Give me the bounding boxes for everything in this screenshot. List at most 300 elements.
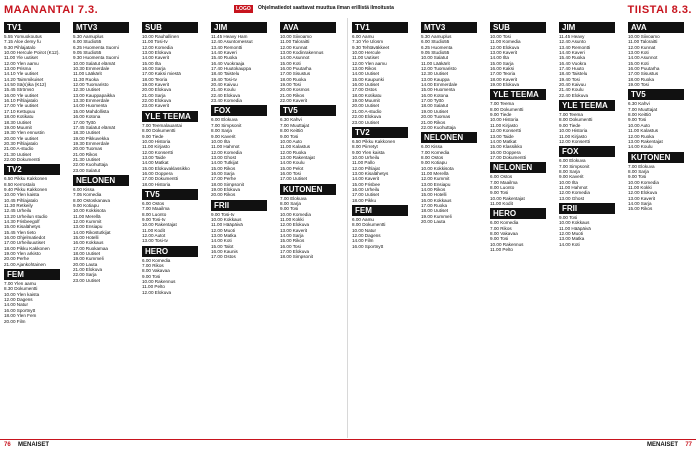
program-listing: 10.00 Ylen kaista [4,192,40,198]
program-listing: 6.00 Elokuva [211,117,238,123]
program-listing: 14.00 Emmerdale [421,82,458,88]
program-listing: 10.00 Rakentajat [142,222,177,228]
program-listing: 15.00 Rikos [211,165,236,171]
channel-heading: FRII [211,200,267,211]
program-listing: 23.00 Uutiset [73,277,101,283]
program-listing: 15.00 Huomenta [421,87,455,93]
program-listing: 17.00 Perhe [211,176,237,182]
program-listing: 9.00 Tiede [559,122,581,128]
program-listing: 22.00 Elokuva [352,114,382,120]
channel-heading: TV1 [4,22,60,33]
program-listing: 17.00 Uutiset [352,192,380,198]
program-listing: 16.40 Vuokraaja [211,60,245,66]
program-listing: 10.30 Emmerdale [73,66,110,72]
program-listing: 12.00 Konsertti [559,138,590,144]
program-listing: 14.00 Ilta [490,55,509,61]
program-listing: 12.00 Elokuva [490,44,520,50]
program-listing: 10.45 Pihlajatalo [4,197,38,203]
program-listing: 9.00 Ylen kaista [352,149,385,155]
program-listing: 8.00 Dokumentti [142,128,176,134]
program-listing: 18.00 Kaverit [490,76,518,82]
program-listing: 17.00 Dokumentti [142,176,179,182]
program-listing: 7.00 Maailma [490,179,518,185]
program-listing: 14.00 Asunnot [628,55,658,61]
listing-column [490,20,546,440]
program-listing: 19.00 Kaverit [142,82,170,88]
program-listing: 13.20 Urheilun studio [4,213,48,219]
program-listing: 7.00 Elokuva [628,163,655,169]
left-page-number: 76 [4,442,11,448]
program-listing: 9.00 Tosi [490,190,509,196]
program-listing: 10.00 Auto [628,122,650,128]
program-listing: 17.00 Uutiset [280,176,308,182]
program-listing: 20.40 Kaivuu [559,82,586,88]
program-listing: 13.00 Kaverit [628,195,656,201]
header [0,0,696,20]
program-listing: 17.00 Ostos [352,87,377,93]
program-listing: 9.00 Tosi [628,117,647,123]
listing-column [628,20,684,440]
program-listing: 7.00 Teema [490,101,514,107]
right-publication-name: MENAISET [646,442,678,448]
program-listing: 8.00 Sarja [280,200,301,206]
channel-heading: YLE TEEMA [142,111,198,122]
program-listing: 20.00 Lauta [73,261,98,267]
program-listing: 18.00 Uutiset [73,251,101,257]
program-listing: 10.00 Rauhallinen [142,34,180,39]
program-listing: 9.00 Tosi [628,174,647,180]
program-listing: 12.00 Tuomaristo [73,82,109,88]
program-listing: 16.00 Kokkaus [421,197,452,203]
program-listing: 18.00 Pikku Kakkonen [4,245,50,251]
channel-heading: FEM [352,205,408,216]
program-listing: 21.30 Uutiset [4,151,32,157]
program-listing: 9.00 Tiede [490,112,512,118]
program-listing: 6.25 Huomenta [421,44,453,50]
channel-heading: HERO [490,208,546,219]
program-listing: 13.00 Rakentajat [628,138,663,144]
program-listing: 18.00 Simpsonit [280,254,313,260]
program-listing: 18.30 Uutiset [73,130,101,136]
program-listing: 10.00 Komedia [280,211,311,217]
program-listing: 21.00 Rikos [280,92,305,98]
program-listing: 10.00 Siivoamo [280,34,312,39]
program-listing: 20.00 Rikos [211,192,236,198]
program-listing: 14.00 Koti [211,238,232,244]
program-listing: 13.00 Kauppa [421,76,450,82]
program-listing: 14.00 Matkat [142,160,169,166]
program-listing: 12.45 Urheilu [4,208,32,214]
program-listing: 7.15 Aloe demy fu [4,39,41,45]
program-listing: 6.00 Ostos [490,174,513,180]
program-listing: 15.00 Hotelli [421,192,447,198]
program-listing: 18.00 Ylen Fem [4,313,37,319]
program-listing: 14.00 Sarja [628,200,652,206]
program-listing: 6.00 Kissa [73,186,95,192]
program-listing: 10.00 Historia [559,128,588,134]
program-listing: 12.40 Asunto [559,39,586,45]
program-listing: 14.00 Koulu [280,160,305,166]
listing-column [73,20,129,440]
channel-heading: HERO [142,246,198,257]
program-listing: 17.00 Elokuva [280,249,310,255]
program-listing: 21.00 Rikos [73,151,98,157]
program-listing: 8.30 Dokumentti [4,286,38,292]
program-listing: 18.00 Ruoka [280,76,307,82]
program-listing: 16.00 Kokkaus [73,240,104,246]
program-listing: 7.05 Komedia [73,192,102,198]
program-listing: 14.00 Huomenta [73,103,107,109]
program-listing: 15.00 Rikos [628,206,653,212]
listing-column [4,20,60,440]
program-listing: 19.00 Tosi [628,82,649,88]
program-listing: 9.05 Studio55 [73,50,102,56]
program-listing: 11.00 Kalastus [628,128,659,134]
channel-heading: TV2 [352,127,408,138]
program-listing: 13.00 Ensiapu [73,224,103,230]
program-listing: 16.00 Kaunis [211,249,238,255]
program-listing: 17.00 Ruoka [421,202,448,208]
program-listing: 18.00 Simpsonit [211,181,244,187]
program-listing: 18.00 Pikku [352,197,377,203]
program-listing: 11.00 Pelto [142,284,165,290]
program-listing: 16.00 Ohjelmatiedot [4,235,46,241]
channel-heading: SUB [490,22,546,33]
program-listing: 12.00 Autot [142,233,166,238]
right-day-heading: TIISTAI 8.3. [627,4,692,16]
program-listing: 18.00 Kotikatu [352,92,382,98]
page-divider [347,18,348,438]
program-listing: 6.30 Kahvi [628,101,650,107]
program-listing: 7.00 Simpsonit [559,163,590,169]
program-listing: 9.00 Tosi [280,133,299,139]
program-listing: 19.00 Ylen arkisto [4,251,41,257]
program-listing: 20.00 Uutiset [352,103,380,109]
channel-heading: FOX [211,105,267,116]
program-listing: 11.00 Hääpäivä [559,225,591,231]
left-day-heading: MAANANTAI 7.3. [4,4,99,16]
program-listing: 9.00 Tiede [142,133,164,139]
channel-heading: TV5 [628,89,684,100]
program-listing: 12.30 Uutiset [421,71,449,77]
program-listing: 20.40 Kaivuu [211,82,238,88]
program-listing: 7.00 Maailma [142,206,170,212]
program-listing: 10.00 Historia [490,117,519,123]
channel-heading: AVA [280,22,336,33]
program-listing: 13.30 Emmerdale [73,98,110,104]
program-listing: 12.00 Muoti [559,230,584,236]
left-publication-name: MENAISET [18,442,50,448]
program-listing: 12.30 Uutiset [73,87,101,93]
program-listing: 7.00 Ylen aamu [4,281,37,287]
program-listing: 15.00 Ilta [142,60,161,66]
program-listing: 8.00 Dokumentti [490,106,524,112]
program-listing: 20.00 Perhe [4,256,30,262]
program-listing: 12.00 Dagens [4,297,33,303]
program-listing: 22.00 Kaverit [280,98,308,104]
program-listing: 12.00 Kummit [73,219,102,224]
program-listing: 11.00 Hääpäivä [211,222,243,228]
program-listing: 11.00 Kirjasto [490,122,518,128]
program-listing: 6.00 Elokuva [559,158,586,164]
program-listing: 13.00 Kodinrakennus [280,50,324,56]
program-listing: 15.00 Kisalähetys [4,224,41,230]
program-listing: 12.00 Kummit [421,176,450,182]
program-listing: 10.00 Natur [352,227,377,233]
right-page-number: 77 [685,442,692,448]
channel-heading: SUB [142,22,198,33]
program-listing: 20.00 Elokuva [142,87,172,93]
program-listing: 18.40 Taistelu [559,71,588,77]
program-listing: 12.00 Komedia [559,190,590,196]
program-listing: 5.55 Yomuokoutus [4,34,42,39]
channel-heading: KUTONEN [628,152,684,163]
program-listing: 9.00 Tosi [559,214,578,220]
program-listing: 15.00 Pelot [280,165,304,171]
program-listing: 19.00 Uutiset [421,108,449,114]
program-listing: 14.00 Rikos [421,186,446,192]
program-listing: 17.00 Tyttö [421,98,444,104]
program-listing: 10.00 Salatut elämät [73,60,116,66]
program-listing: 8.00 Keittiö [628,112,651,118]
program-listing: 21.00 Elokuva [73,267,103,273]
program-listing: 11.00 Lääkärit [421,60,450,66]
program-listing: 18.00 Uutiset [421,208,449,214]
program-listing: 23.00 Uutiset [352,119,380,125]
program-listing: 16.00 Sportnytt [352,243,384,249]
program-listing: 6.00 Studio55 [73,39,102,45]
program-listing: 12.00 Kunnat [280,44,308,50]
program-listing: 9.30 Tehtäväkkeet [352,44,390,50]
program-listing: 11.00 Pelto [490,247,513,252]
program-listing: 19.40 Tosi-tv [211,76,237,82]
program-listing: 14.00 Asunnot [280,55,310,61]
program-listing: 11.30 Retkeily [4,202,33,208]
program-listing: 12.00 Ruoka [280,149,307,155]
program-listing: 12.00 Komedia [142,44,173,50]
program-listing: 22.00 Kuohuttaja [73,162,108,168]
program-listing: 5.30 Aamuplus [73,34,104,39]
program-listing: 13.00 Prisma [4,66,32,72]
program-listing: 15.45 Ylen tieto [4,229,36,235]
program-listing: 16.00 Urheilu [352,186,380,192]
program-listing: 8.00 Vakavaa [142,268,170,274]
program-listing: 9.00 Kotiapu [73,202,99,208]
program-listing: 13.00 Elokuva [142,50,172,56]
listing-column [421,20,477,440]
channel-heading: FOX [559,146,615,157]
program-listing: 6.00 Komedia [142,257,171,263]
program-listing: 9.00 Tosi [490,236,509,242]
program-listing: 18.00 Kotikatu [4,114,34,120]
program-listing: 20.00 Yle uutiset [4,135,39,141]
channel-heading: JIM [211,22,267,33]
program-listing: 11.00 Kokki [628,184,652,190]
program-listing: 12.00 Tuomaristo [421,66,457,72]
program-listing: 11.45 Heavy [559,34,585,39]
program-listing: 13.40 Remontti [559,44,591,50]
program-listing: 7.00 Simpsonit [211,122,242,128]
program-listing: 10.00 Salatut [421,55,449,61]
program-listing: 13.00 Ghost [559,195,585,201]
program-listing: 10.00 Komedia [628,179,659,185]
program-listing: 13.00 Matka [211,233,237,238]
program-listing: 14.30 Frisbeegolf [4,219,40,224]
program-listing: 6.00 Studio55 [421,39,450,45]
program-listing: 16.00 Tosi [280,170,301,176]
program-listing: 10.00 Ilta [211,138,230,144]
program-listing: 19.00 Kummeli [73,256,104,262]
program-listing: 11.00 Kodit [142,227,165,233]
program-listing: 15.00 Koti [628,60,649,66]
program-listing: 14.20 Taimmikuiset [4,76,44,82]
program-listing: 8.00 Vakavaa [490,230,518,236]
program-listing: 18.00 Historia [142,181,171,187]
program-listing: 11.00 Kodit [490,200,513,206]
program-listing: 22.00 Elokuva [142,98,172,104]
channel-heading: JIM [559,22,615,33]
program-listing: 12.00 Elokuva [628,190,658,196]
program-listing: 12.00 Elokuva [142,289,172,295]
program-listing: 19.30 Emmerdale [73,140,110,146]
program-listing: 13.00 Taide [490,133,514,139]
program-listing: 21.30 Uutiset [73,156,101,162]
program-listing: 9.00 Kotiapu [421,160,447,166]
program-listing: 10.00 Auto [280,138,302,144]
program-listing: 9.00 Tosi-tv [211,211,235,217]
program-listing: 9.00 Tosi [142,273,161,279]
program-listing: 16.00 Sportnytt [4,307,36,313]
program-listing: 7.10 Yle Ulosm [352,39,384,45]
program-listing: 20.00 Film [4,318,26,324]
program-listing: 13.00 Rakentajat [280,154,315,160]
program-listing: 20.00 Lauta [421,219,446,224]
program-listing: 13.00 Koti [628,50,649,56]
footer [0,439,696,450]
program-listing: 17.00 Dokumentti [490,154,527,160]
program-listing: 19.00 Elokuva [211,186,241,192]
program-listing: 8.00 Dokumentti [352,222,386,228]
program-listing: 19.00 Kummeli [421,213,452,219]
program-listing: 13.00 Taide [142,154,166,160]
program-listing: 15.00 Kaupunki [352,76,384,82]
program-listing: 12.00 Muoti [211,227,236,233]
program-listing: 7.00 Elokuva [280,195,307,201]
program-listing: 11.00 Komedia [490,39,521,45]
logo: LOGO [236,6,251,12]
program-listing: 12.00 Pihlajat [352,165,380,171]
program-listing: 9.05 Studio55 [421,50,450,56]
program-listing: 17.45 Salatut elämät [73,124,116,130]
program-listing: 21.40 Koulu [211,87,236,93]
program-listing: 23.00 Kaverit [142,103,170,109]
program-listing: 6.00 Ostos [142,200,165,206]
program-listing: 11.00 Merellä [421,170,449,176]
program-listing: 6.00 Komedia [490,220,519,226]
program-listing: 11.00 Yle uutiset [4,55,38,61]
program-listing: 20.00 Kosmos [280,87,310,93]
channel-heading: TV1 [352,22,408,33]
channel-heading: KUTONEN [280,184,336,195]
program-listing: 9.30 Pihlajatalo [4,44,36,50]
program-listing: 14.00 Sarja [280,233,304,238]
program-listing: 14.00 Koulu [628,144,653,150]
channel-heading: FEM [4,269,60,280]
program-listing: 10.00 Rakentajat [490,195,525,201]
program-listing: 13.00 Kaverit [490,50,518,56]
program-listing: 7.00 Teema [559,112,583,118]
program-listing: 11.30 Ruoka [73,76,99,82]
program-listing: 18.40 Taistelu [211,71,240,77]
program-listing: 20.30 Pihlajatalo [4,140,38,146]
program-listing: 14.00 Matkat [490,138,517,144]
program-listing: 7.00 Teemalauantai [142,122,183,128]
program-listing: 17.40 Huutokauppa [211,66,252,72]
program-listing: 16.00 Kotona [73,114,101,120]
program-listing: 11.45 Heavy Ham [211,34,248,39]
program-listing: 16.00 Sarja [211,170,235,176]
program-listing: 22.00 Kuohuttaja [421,124,456,130]
program-listing: 5.30 Aamuplus [421,34,452,39]
program-listing: 8.50 Kerrostalo [4,181,36,187]
listing-column [280,20,336,440]
program-listing: 9.00 Kaverit [211,133,236,139]
program-listing: 11.00 Kirjasto [559,133,587,139]
program-listing: 16.00 Puutarha [280,66,312,72]
program-listing: 12.00 Elokuva [280,222,310,228]
program-listing: 10.00 Rakennus [490,241,524,247]
program-listing: 14.00 Koti [559,241,580,247]
channel-heading: NELONEN [490,162,546,173]
program-listing: 9.00 Tosi [280,206,299,212]
program-listing: 22.00 Dokumentti [4,156,41,162]
program-listing: 10.00 Historia [142,138,171,144]
program-listing: 15.00 Frisbee [352,181,381,187]
program-listing: 17.00 Teoria [490,71,516,77]
program-listing: 12.00 Dagens [352,233,381,238]
program-listing: 17.40 Huuto [559,66,585,72]
listing-column [211,20,267,440]
program-listing: 14.00 Film [352,238,374,244]
program-listing: 7.00 Komedia [421,149,450,155]
program-listing: 10.00 Hercule [352,50,381,56]
program-listing: 14.00 Rikostutkijat [73,229,111,235]
program-listing: 13.40 Remontti [211,44,243,50]
program-listing: 14.40 Kaveri [559,50,585,56]
program-listing: 13.00 Rikos [352,66,377,72]
program-listing: 15.00 Rikos [280,238,305,244]
program-listing: 11.00 Taloraitti [628,39,658,45]
program-listing: 8.00 Keittiö [280,128,303,134]
program-listing: 22.40 Elokuva [211,92,241,98]
program-listing: 22.40 Elokuva [559,92,589,98]
program-listing: 10.00 Kokkisota [73,208,106,214]
program-listing: 12.00 Komedia [211,149,242,155]
program-listing: 14.40 Kaveri [211,50,237,56]
program-listing: 7.00 Rikos [142,263,164,269]
program-listing: 19.00 Muumit [4,124,32,130]
program-listing: 16.00 Kotona [421,92,449,98]
program-listing: 9.00 Kaverit [559,174,584,180]
program-listing: 10.00 Hercule Poirot (K12). [4,50,60,56]
program-listing: 11.00 Hahmot [211,144,240,150]
channel-heading: NELONEN [73,175,129,186]
program-listing: 16.00 Ooppera [142,170,173,176]
program-listing: 9.30 Huomenta Suomi [73,55,119,61]
program-listing: 16.00 Tosi [280,243,301,249]
program-listing: 11.00 Taloraitti [280,39,310,45]
program-listing: 14.00 Natur [4,302,29,308]
